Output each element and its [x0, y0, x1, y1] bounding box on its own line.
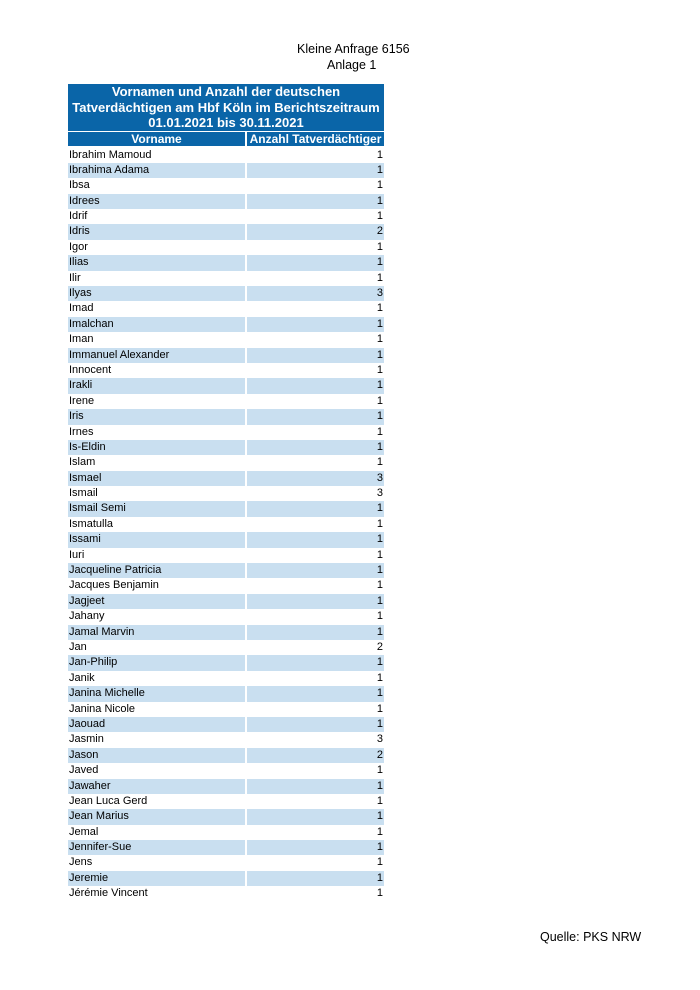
table-row [68, 779, 384, 794]
cell-first-name: Ilias [68, 255, 245, 270]
cell-first-name: Jan [69, 641, 87, 653]
cell-suspect-count: 1 [376, 425, 383, 438]
table-row [68, 332, 384, 347]
cell-suspect-count: 1 [247, 255, 384, 270]
cell-suspect-count: 1 [376, 302, 383, 315]
cell-first-name: Jasmin [69, 733, 104, 746]
table-row [68, 348, 384, 363]
cell-suspect-count: 2 [376, 641, 383, 653]
table-row [68, 794, 384, 809]
table-row [68, 425, 384, 440]
table-row [68, 840, 384, 855]
cell-first-name: Jens [69, 856, 93, 869]
cell-first-name: Iris [68, 409, 245, 424]
table-row [68, 855, 384, 870]
cell-suspect-count: 1 [376, 825, 383, 838]
names-table [68, 84, 384, 902]
table-title-line-3: 01.01.2021 bis 30.11.2021 [148, 115, 304, 130]
cell-suspect-count: 3 [247, 471, 384, 486]
cell-suspect-count: 1 [376, 856, 383, 869]
cell-suspect-count: 1 [376, 240, 383, 253]
table-title [68, 84, 384, 131]
table-header-row [68, 132, 384, 146]
cell-suspect-count: 3 [247, 286, 384, 301]
cell-first-name: Jean Luca Gerd [69, 794, 148, 807]
table-row [68, 271, 384, 286]
cell-first-name: Ismatulla [69, 517, 114, 530]
table-row [68, 809, 384, 824]
cell-first-name: Jemal [69, 825, 99, 838]
cell-first-name: Jagjeet [68, 594, 245, 609]
table-row [68, 440, 384, 455]
cell-suspect-count: 1 [247, 594, 384, 609]
table-row [68, 717, 384, 732]
table-row [68, 240, 384, 255]
cell-suspect-count: 1 [376, 517, 383, 530]
cell-first-name: Ibsa [69, 179, 90, 192]
cell-first-name: Janina Nicole [69, 702, 136, 715]
cell-suspect-count: 1 [376, 394, 383, 407]
table-row [68, 471, 384, 486]
cell-first-name: Jacques Benjamin [69, 579, 159, 592]
table-row [68, 394, 384, 409]
cell-suspect-count: 3 [376, 733, 383, 746]
attachment-label: Anlage 1 [327, 58, 377, 72]
table-row [68, 763, 384, 778]
table-row [68, 378, 384, 393]
inquiry-number: Kleine Anfrage 6156 [297, 42, 410, 56]
cell-suspect-count: 1 [376, 333, 383, 346]
table-row [68, 686, 384, 701]
cell-first-name: Javed [69, 764, 99, 777]
cell-suspect-count: 2 [247, 224, 384, 239]
table-row [68, 732, 384, 747]
cell-first-name: Ilyas [68, 286, 245, 301]
table-row [68, 594, 384, 609]
cell-first-name: Ilir [69, 271, 81, 284]
table-row [68, 163, 384, 178]
table-row [68, 455, 384, 470]
cell-first-name: Iman [69, 333, 94, 346]
column-header-name: Vorname [68, 132, 245, 146]
cell-suspect-count: 1 [247, 501, 384, 516]
cell-suspect-count: 1 [247, 563, 384, 578]
cell-first-name: Jeremie [68, 871, 245, 886]
table-row [68, 148, 384, 163]
cell-first-name: Jacqueline Patricia [68, 563, 245, 578]
table-row [68, 671, 384, 686]
cell-suspect-count: 1 [247, 809, 384, 824]
source-note: Quelle: PKS NRW [540, 930, 642, 944]
cell-suspect-count: 1 [376, 671, 383, 684]
table-row [68, 655, 384, 670]
cell-suspect-count: 1 [376, 702, 383, 715]
cell-suspect-count: 3 [376, 487, 383, 500]
cell-suspect-count: 1 [247, 409, 384, 424]
table-row [68, 409, 384, 424]
cell-first-name: Janina Michelle [68, 686, 245, 701]
cell-first-name: Irnes [69, 425, 94, 438]
cell-suspect-count: 1 [376, 548, 383, 561]
cell-first-name: Jason [68, 748, 245, 763]
cell-suspect-count: 1 [247, 625, 384, 640]
table-row [68, 301, 384, 316]
table-body [68, 148, 384, 902]
cell-suspect-count: 1 [247, 686, 384, 701]
table-row [68, 486, 384, 501]
cell-suspect-count: 1 [376, 148, 383, 161]
cell-first-name: Islam [69, 456, 96, 469]
cell-suspect-count: 1 [376, 363, 383, 376]
cell-first-name: Ismail [69, 487, 98, 500]
cell-first-name: Iuri [69, 548, 85, 561]
cell-suspect-count: 1 [376, 794, 383, 807]
cell-suspect-count: 1 [247, 717, 384, 732]
cell-suspect-count: 1 [376, 610, 383, 623]
cell-suspect-count: 1 [247, 871, 384, 886]
table-row [68, 563, 384, 578]
cell-suspect-count: 1 [247, 317, 384, 332]
cell-first-name: Ibrahima Adama [68, 163, 245, 178]
cell-suspect-count: 1 [247, 378, 384, 393]
table-row [68, 286, 384, 301]
table-row [68, 702, 384, 717]
cell-first-name: Irene [69, 394, 95, 407]
cell-first-name: Jamal Marvin [68, 625, 245, 640]
table-row [68, 363, 384, 378]
cell-first-name: Jahany [69, 610, 105, 623]
cell-first-name: Ibrahim Mamoud [69, 148, 152, 161]
table-row [68, 255, 384, 270]
cell-first-name: Janik [69, 671, 95, 684]
cell-suspect-count: 1 [376, 764, 383, 777]
cell-suspect-count: 1 [247, 532, 384, 547]
table-row [68, 886, 384, 901]
cell-suspect-count: 1 [376, 887, 383, 900]
table-row [68, 548, 384, 563]
cell-first-name: Jean Marius [68, 809, 245, 824]
cell-suspect-count: 1 [376, 179, 383, 192]
cell-first-name: Innocent [69, 363, 112, 376]
cell-suspect-count: 1 [376, 271, 383, 284]
table-row [68, 871, 384, 886]
table-row [68, 640, 384, 655]
column-header-count: Anzahl Tatverdächtiger [247, 132, 384, 146]
cell-suspect-count: 2 [247, 748, 384, 763]
cell-first-name: Immanuel Alexander [68, 348, 245, 363]
cell-first-name: Is-Eldin [68, 440, 245, 455]
cell-first-name: Jawaher [68, 779, 245, 794]
cell-first-name: Jan-Philip [68, 655, 245, 670]
cell-suspect-count: 1 [247, 840, 384, 855]
table-row [68, 224, 384, 239]
cell-first-name: Imad [69, 302, 94, 315]
cell-suspect-count: 1 [247, 194, 384, 209]
table-row [68, 194, 384, 209]
table-row [68, 625, 384, 640]
table-title-line-1: Vornamen und Anzahl der deutschen [111, 84, 341, 99]
cell-first-name: Ismail Semi [68, 501, 245, 516]
cell-suspect-count: 1 [247, 348, 384, 363]
cell-first-name: Idrif [69, 210, 88, 223]
cell-first-name: Idrees [68, 194, 245, 209]
table-row [68, 178, 384, 193]
table-title-line-2: Tatverdächtigen am Hbf Köln im Berichtszeitraum [72, 99, 380, 115]
cell-suspect-count: 1 [376, 456, 383, 469]
cell-suspect-count: 1 [247, 655, 384, 670]
cell-first-name: Ismael [68, 471, 245, 486]
cell-suspect-count: 1 [376, 579, 383, 592]
cell-first-name: Jaouad [68, 717, 245, 732]
table-row [68, 532, 384, 547]
cell-first-name: Issami [68, 532, 245, 547]
document-reference [297, 41, 410, 73]
table-row [68, 748, 384, 763]
cell-first-name: Idris [68, 224, 245, 239]
table-row [68, 517, 384, 532]
cell-suspect-count: 1 [247, 440, 384, 455]
table-row [68, 578, 384, 593]
cell-first-name: Jennifer-Sue [68, 840, 245, 855]
cell-first-name: Imalchan [68, 317, 245, 332]
table-row [68, 501, 384, 516]
cell-suspect-count: 1 [247, 163, 384, 178]
table-row [68, 209, 384, 224]
table-row [68, 609, 384, 624]
cell-first-name: Irakli [68, 378, 245, 393]
cell-first-name: Igor [69, 240, 88, 253]
cell-suspect-count: 1 [376, 210, 383, 223]
table-row [68, 825, 384, 840]
table-row [68, 317, 384, 332]
cell-suspect-count: 1 [247, 779, 384, 794]
cell-first-name: Jérémie Vincent [69, 887, 148, 900]
